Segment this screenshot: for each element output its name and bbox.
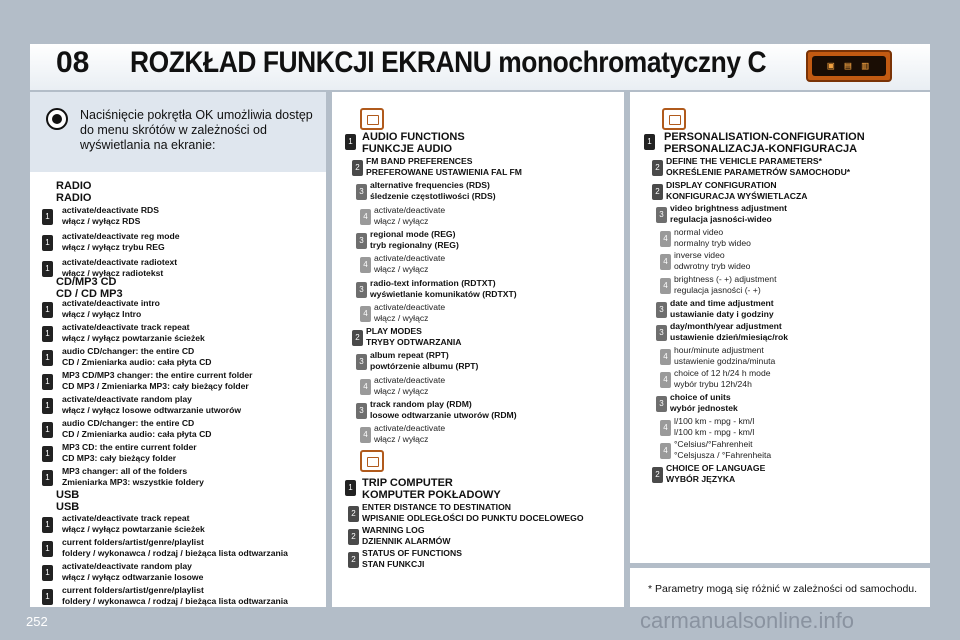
menu-item-label-pl: wyświetlanie komunikatów (RDTXT) (370, 288, 517, 299)
level-badge: 1 (42, 422, 53, 438)
audio-icon (360, 108, 384, 130)
menu-item-label: day/month/year adjustment (670, 321, 782, 332)
menu-item-label-pl: włącz / wyłącz Intro (62, 309, 142, 319)
level-badge: 4 (360, 306, 371, 322)
menu-item-label: inverse video (674, 250, 725, 261)
level-badge: 4 (360, 379, 371, 395)
menu-item-label-pl: foldery / wykonawca / rodzaj / bieżąca lista odtwarzania (62, 596, 288, 606)
section-title-audio-pl: FUNKCJE AUDIO (362, 143, 453, 155)
level-badge: 2 (352, 160, 363, 176)
level-badge: 4 (660, 420, 671, 436)
menu-item-label-pl: wybór jednostek (670, 403, 738, 413)
menu-item-label: choice of 12 h/24 h mode (674, 368, 771, 379)
level-badge: 2 (352, 330, 363, 346)
level-badge: 1 (42, 589, 53, 605)
menu-item-label-pl: śledzenie częstotliwości (RDS) (370, 191, 496, 202)
menu-item-label: ENTER DISTANCE TO DESTINATION (362, 502, 511, 512)
menu-item-label-pl: włącz / wyłącz (374, 215, 429, 226)
menu-item-label: activate/deactivate (374, 253, 446, 264)
level-badge: 3 (656, 302, 667, 318)
menu-item-label-pl: włącz / wyłącz powtarzanie ścieżek (62, 333, 205, 343)
footnote: * Parametry mogą się różnić w zależności od samochodu. (648, 583, 918, 595)
level-badge: 3 (356, 282, 367, 298)
level-badge: 1 (42, 261, 53, 277)
menu-item-label-pl: ustawienie godzina/minuta (674, 355, 776, 366)
menu-item-label: DEFINE THE VEHICLE PARAMETERS* (666, 156, 822, 166)
section-title-trip: TRIP COMPUTER (362, 477, 453, 489)
chapter-number: 08 (56, 46, 90, 79)
menu-item-label-pl: włącz / wyłącz odtwarzanie losowe (62, 572, 204, 582)
menu-item-label: activate/deactivate (374, 204, 446, 215)
menu-item-label: activate/deactivate random play (62, 394, 192, 404)
menu-item-label-pl: powtórzenie albumu (RPT) (370, 361, 479, 372)
menu-item-label-pl: l/100 km - mpg - km/l (674, 426, 755, 437)
menu-item-label: activate/deactivate (374, 301, 446, 312)
intro-text: Naciśnięcie pokrętła OK umożliwia dostęp do menu skrótów w zależności od wyświetlania na ekranie: (80, 108, 313, 152)
level-badge: 3 (356, 403, 367, 419)
menu-item-label: radio-text information (RDTXT) (370, 277, 496, 288)
section-title-audio: AUDIO FUNCTIONS (362, 131, 465, 143)
level-badge: 3 (656, 207, 667, 223)
level-badge: 4 (360, 427, 371, 443)
settings-icon (662, 108, 686, 130)
menu-item-label-pl: ustawienie dzień/miesiąc/rok (670, 332, 788, 343)
menu-item-label: MP3 changer: all of the folders (62, 466, 188, 476)
menu-item-label-pl: °Celsjusza / °Fahrenheita (674, 450, 772, 461)
level-badge: 4 (660, 349, 671, 365)
level-badge: 2 (348, 552, 359, 568)
watermark: carmanualsonline.info (640, 608, 855, 633)
menu-item-label: DISPLAY CONFIGURATION (666, 179, 777, 190)
level-badge: 2 (348, 506, 359, 522)
level-badge: 1 (42, 398, 53, 414)
section-title-radio: RADIO (56, 180, 92, 192)
section-title-cd: CD/MP3 CD (56, 276, 117, 288)
menu-item-label: MP3 CD: the entire current folder (62, 442, 197, 452)
level-badge: 4 (660, 443, 671, 459)
menu-item-label: alternative frequencies (RDS) (370, 180, 490, 191)
menu-item-label-pl: CD / Zmieniarka audio: cała płyta CD (62, 357, 212, 367)
page-number: 252 (26, 614, 48, 629)
menu-item-label: activate/deactivate RDS (62, 205, 159, 215)
menu-item-label-pl: włącz / wyłącz (374, 264, 429, 275)
menu-item-label-pl: włącz / wyłącz losowe odtwarzanie utworów (62, 405, 242, 415)
menu-item-label-pl: WYBÓR JĘZYKA (666, 473, 736, 484)
menu-item-label-pl: włącz / wyłącz (374, 434, 429, 445)
menu-item-label: date and time adjustment (670, 297, 774, 308)
menu-item-label: activate/deactivate (374, 374, 446, 385)
menu-item-label-pl: OKREŚLENIE PARAMETRÓW SAMOCHODU* (666, 167, 851, 177)
menu-item-label-pl: CD MP3 / Zmieniarka MP3: cały bieżący folder (62, 381, 249, 391)
ok-knob-icon (46, 108, 68, 130)
menu-item-label: l/100 km - mpg - km/l (674, 415, 755, 426)
level-badge: 1 (42, 302, 53, 318)
level-badge: 4 (660, 231, 671, 247)
menu-item-label-pl: odwrotny tryb wideo (674, 261, 751, 272)
section-title-usb-pl: USB (56, 501, 80, 513)
level-badge: 2 (652, 160, 663, 176)
menu-item-label: PLAY MODES (366, 326, 422, 337)
level-badge: 3 (656, 396, 667, 412)
display-badge-text: ▣ ▤ ▥ (812, 56, 886, 76)
menu-item-label: brightness (- +) adjustment (674, 274, 777, 284)
section-title-cd-pl: CD / CD MP3 (56, 288, 123, 300)
menu-item-label-pl: foldery / wykonawca / rodzaj / bieżąca lista odtwarzania (62, 548, 288, 558)
level-badge: 1 (42, 446, 53, 462)
menu-item-label-pl: włącz / wyłącz powtarzanie ścieżek (62, 524, 205, 534)
menu-item-label: WARNING LOG (362, 525, 425, 535)
menu-item-label-pl: normalny tryb wideo (674, 237, 751, 248)
section-title-radio-pl: RADIO (56, 192, 92, 204)
menu-item-label: activate/deactivate radiotext (62, 257, 178, 267)
menu-item-label-pl: WPISANIE ODLEGŁOŚCI DO PUNKTU DOCELOWEGO (362, 513, 584, 523)
level-badge: 3 (656, 325, 667, 341)
level-badge: 2 (348, 529, 359, 545)
menu-item-label: activate/deactivate track repeat (62, 322, 190, 332)
menu-item-label: activate/deactivate (374, 423, 446, 434)
menu-item-label: current folders/artist/genre/playlist (62, 537, 204, 547)
page-title: ROZKŁAD FUNKCJI EKRANU monochromatyczny C (130, 46, 767, 79)
display-icon (806, 50, 892, 82)
menu-item-label: hour/minute adjustment (674, 344, 764, 355)
level-badge: 1 (345, 134, 356, 150)
menu-item-label: °Celsius/°Fahrenheit (674, 439, 753, 450)
level-badge: 1 (42, 209, 53, 225)
level-badge: 1 (345, 480, 356, 496)
menu-item-label: STATUS OF FUNCTIONS (362, 548, 462, 558)
menu-item-label-pl: włącz / wyłącz trybu REG (62, 242, 165, 252)
level-badge: 1 (42, 326, 53, 342)
menu-item-label-pl: TRYBY ODTWARZANIA (366, 337, 462, 348)
menu-item-label: CHOICE OF LANGUAGE (666, 462, 766, 473)
section-title-usb: USB (56, 489, 80, 501)
level-badge: 1 (42, 541, 53, 557)
level-badge: 4 (660, 278, 671, 294)
menu-item-label: album repeat (RPT) (370, 350, 449, 361)
level-badge: 3 (356, 184, 367, 200)
menu-item-label: activate/deactivate track repeat (62, 513, 190, 523)
level-badge: 1 (42, 565, 53, 581)
level-badge: 1 (42, 350, 53, 366)
level-badge: 4 (360, 209, 371, 225)
menu-item-label-pl: regulacja jasności-wideo (670, 214, 772, 225)
level-badge: 1 (42, 235, 53, 251)
level-badge: 3 (356, 233, 367, 249)
menu-item-label: choice of units (670, 392, 731, 402)
menu-item-label: audio CD/changer: the entire CD (62, 418, 195, 428)
menu-item-label: normal video (674, 226, 724, 237)
menu-item-label-pl: wybór trybu 12h/24h (674, 379, 752, 390)
level-badge: 1 (42, 374, 53, 390)
menu-item-label: regional mode (REG) (370, 228, 456, 239)
menu-item-label-pl: Zmieniarka MP3: wszystkie foldery (62, 477, 204, 487)
menu-item-label-pl: włącz / wyłącz (374, 385, 429, 396)
menu-item-label-pl: włącz / wyłącz radiotekst (62, 268, 164, 278)
level-badge: 4 (360, 257, 371, 273)
level-badge: 2 (652, 184, 663, 200)
section-title-personalisation-pl: PERSONALIZACJA-KONFIGURACJA (664, 143, 858, 155)
menu-item-label: current folders/artist/genre/playlist (62, 585, 204, 595)
level-badge: 1 (42, 470, 53, 486)
menu-item-label: video brightness adjustment (670, 203, 787, 214)
section-title-trip-pl: KOMPUTER POKŁADOWY (362, 489, 501, 501)
menu-item-label-pl: włącz / wyłącz RDS (62, 216, 141, 226)
level-badge: 1 (644, 134, 655, 150)
menu-item-label: track random play (RDM) (370, 399, 472, 409)
menu-item-label-pl: STAN FUNKCJI (362, 559, 425, 569)
level-badge: 1 (42, 517, 53, 533)
menu-item-label: FM BAND PREFERENCES (366, 156, 473, 166)
menu-item-label-pl: regulacja jasności (- +) (674, 285, 761, 295)
menu-item-label-pl: DZIENNIK ALARMÓW (362, 536, 451, 546)
level-badge: 4 (660, 254, 671, 270)
menu-item-label-pl: PREFEROWANE USTAWIENIA FAL FM (366, 167, 522, 177)
menu-item-label-pl: włącz / wyłącz (374, 312, 429, 323)
level-badge: 4 (660, 372, 671, 388)
menu-item-label-pl: CD MP3: cały bieżący folder (62, 453, 177, 463)
menu-item-label-pl: CD / Zmieniarka audio: cała płyta CD (62, 429, 212, 439)
level-badge: 3 (356, 354, 367, 370)
section-title-personalisation: PERSONALISATION-CONFIGURATION (664, 131, 865, 143)
menu-item-label-pl: KONFIGURACJA WYŚWIETLACZA (666, 190, 808, 201)
menu-item-label: audio CD/changer: the entire CD (62, 346, 195, 356)
menu-item-label: MP3 CD/MP3 changer: the entire current folder (62, 370, 253, 380)
menu-item-label: activate/deactivate intro (62, 298, 160, 308)
menu-item-label: activate/deactivate reg mode (62, 231, 180, 241)
menu-item-label-pl: losowe odtwarzanie utworów (RDM) (370, 410, 517, 420)
menu-item-label-pl: tryb regionalny (REG) (370, 239, 459, 250)
trip-computer-icon (360, 450, 384, 472)
level-badge: 2 (652, 467, 663, 483)
menu-item-label-pl: ustawianie daty i godziny (670, 308, 774, 319)
menu-item-label: activate/deactivate random play (62, 561, 192, 571)
